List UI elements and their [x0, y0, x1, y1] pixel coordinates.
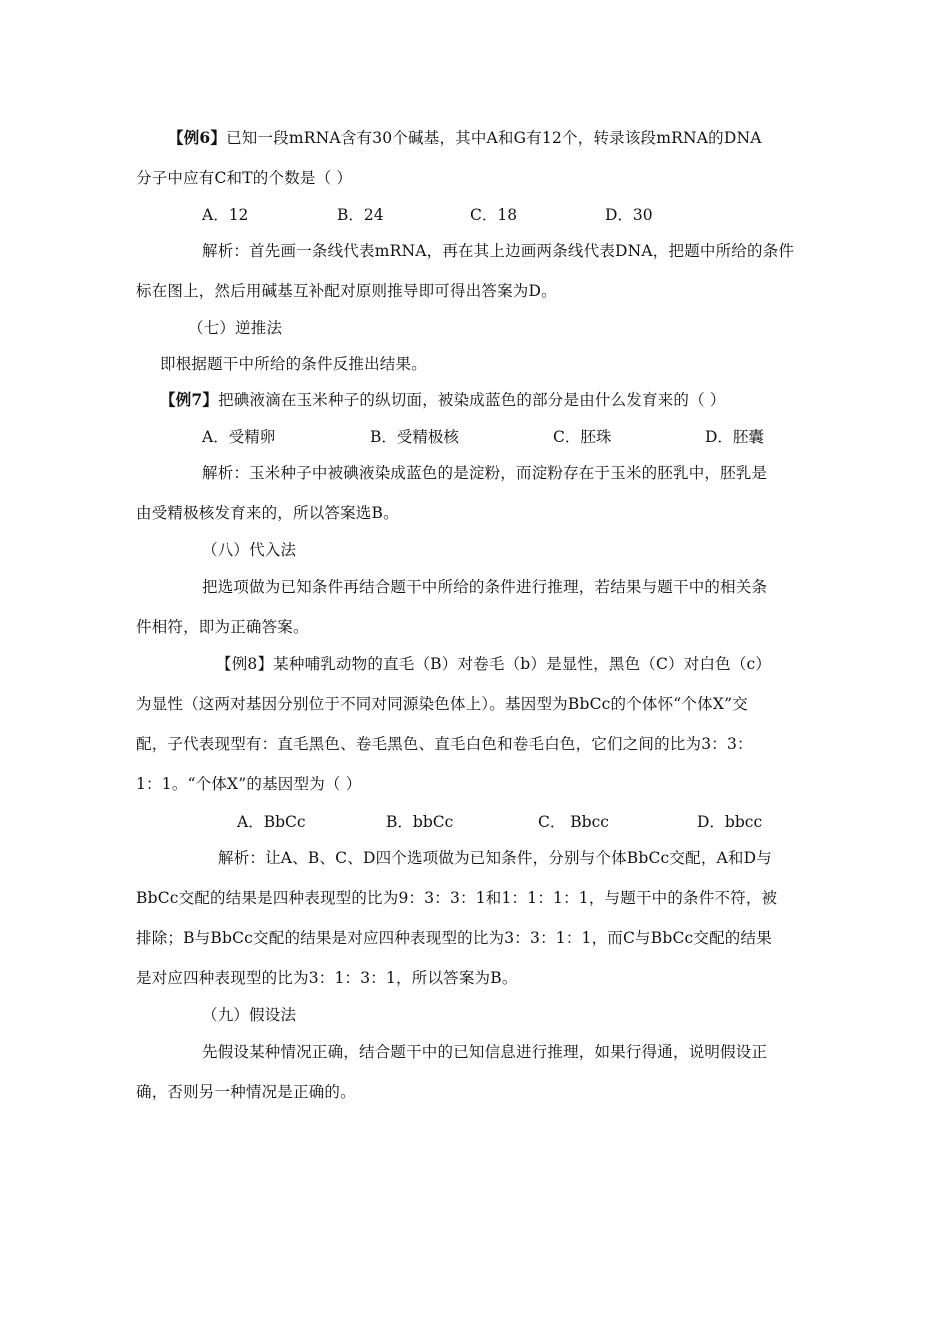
example-8-text-1: 某种哺乳动物的直毛（B）对卷毛（b）是显性，黑色（C）对白色（c） — [273, 655, 772, 673]
example-8-analysis-3: 排除；B与BbCc交配的结果是对应四种表现型的比为3：3：1：1，而C与BbCc交配的结果 — [136, 929, 772, 947]
example-6-line-1 — [168, 128, 762, 148]
example-7-option-b: B．受精极核 — [370, 428, 459, 446]
example-7-analysis-2: 由受精极核发育来的，所以答案选B。 — [136, 504, 399, 522]
example-8-tag: 【例8】 — [216, 655, 274, 673]
example-7-option-c: C．胚珠 — [553, 428, 612, 446]
section-9-desc-2: 确，否则另一种情况是正确的。 — [136, 1083, 356, 1101]
section-8-desc-2: 件相符，即为正确答案。 — [136, 618, 309, 636]
example-7-analysis-1: 解析：玉米种子中被碘液染成蓝色的是淀粉，而淀粉存在于玉米的胚乳中，胚乳是 — [202, 464, 768, 482]
example-8-analysis-2: BbCc交配的结果是四种表现型的比为9：3：3：1和1：1：1：1，与题干中的条件不符，被 — [136, 889, 778, 907]
example-8-line-1 — [216, 654, 771, 674]
example-7-text-1: 把碘液滴在玉米种子的纵切面，被染成蓝色的部分是由什么发育来的（ ） — [218, 391, 726, 409]
example-6-analysis-2: 标在图上，然后用碱基互补配对原则推导即可得出答案为D。 — [136, 282, 557, 300]
example-6-line-2: 分子中应有C和T的个数是（ ） — [136, 169, 353, 187]
example-6-option-a: A．12 — [202, 206, 249, 224]
section-9-heading: （九）假设法 — [202, 1006, 297, 1024]
example-7-option-d: D．胚囊 — [705, 428, 764, 446]
section-8-desc-1: 把选项做为已知条件再结合题干中所给的条件进行推理，若结果与题干中的相关条 — [202, 578, 768, 596]
example-7-tag: 【例7】 — [160, 390, 219, 409]
example-6-text-1: 已知一段mRNA含有30个碱基，其中A和G有12个，转录该段mRNA的DNA — [226, 129, 762, 147]
example-8-analysis-1: 解析：让A、B、C、D四个选项做为已知条件，分别与个体BbCc交配，A和D与 — [218, 849, 772, 867]
example-8-line-2: 为显性（这两对基因分别位于不同对同源染色体上）。基因型为BbCc的个体怀“个体X”交 — [136, 695, 748, 713]
section-9-desc-1: 先假设某种情况正确，结合题干中的已知信息进行推理，如果行得通，说明假设正 — [202, 1043, 768, 1061]
example-8-option-a: A．BbCc — [237, 813, 306, 831]
example-6-option-d: D．30 — [605, 206, 653, 224]
example-8-line-4: 1：1。“个体X”的基因型为（ ） — [136, 775, 362, 793]
example-7-option-a: A．受精卵 — [202, 428, 276, 446]
example-8-option-b: B．bbCc — [386, 813, 454, 831]
section-7-desc: 即根据题干中所给的条件反推出结果。 — [160, 355, 427, 373]
example-7-line-1 — [160, 390, 726, 410]
example-6-option-b: B．24 — [337, 206, 384, 224]
section-7-heading: （七）逆推法 — [188, 319, 283, 337]
example-6-option-c: C．18 — [470, 206, 518, 224]
example-8-line-3: 配，子代表现型有：直毛黑色、卷毛黑色、直毛白色和卷毛白色，它们之间的比为3：3： — [136, 735, 753, 753]
example-8-option-c: C． Bbcc — [538, 813, 609, 831]
section-8-heading: （八）代入法 — [202, 541, 297, 559]
example-8-analysis-4: 是对应四种表现型的比为3：1：3：1，所以答案为B。 — [136, 969, 518, 987]
example-6-analysis-1: 解析：首先画一条线代表mRNA，再在其上边画两条线代表DNA，把题中所给的条件 — [202, 242, 795, 260]
example-8-option-d: D．bbcc — [697, 813, 763, 831]
example-6-tag: 【例6】 — [168, 128, 227, 147]
